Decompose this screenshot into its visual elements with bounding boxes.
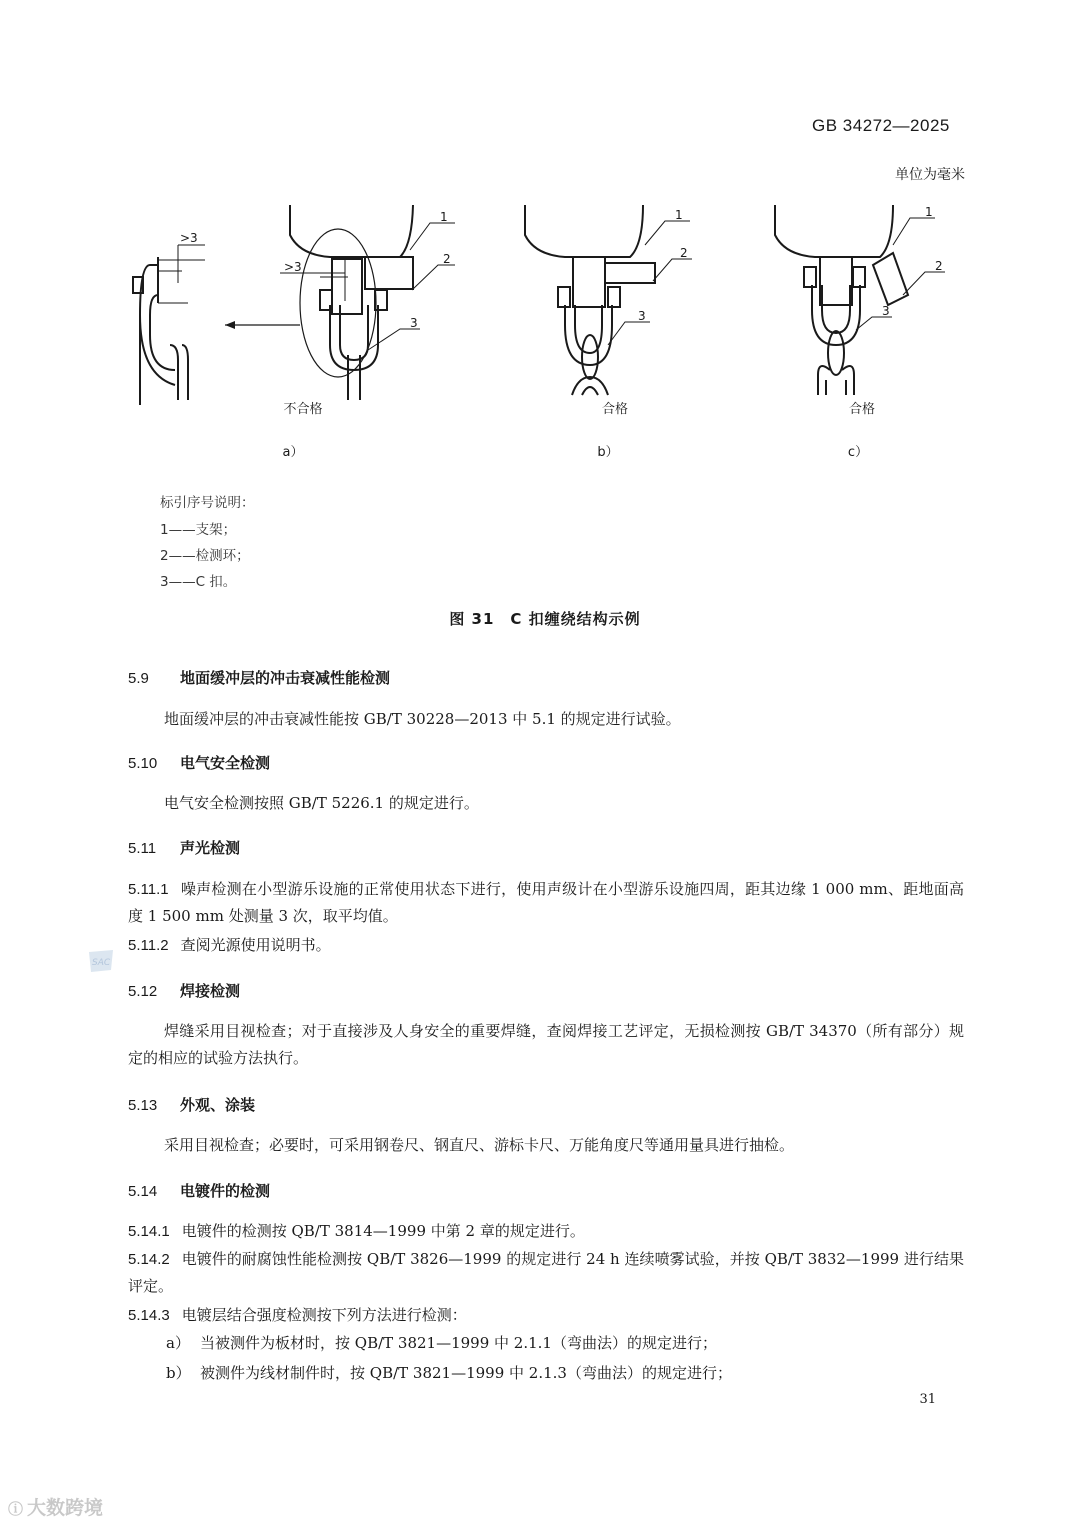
section-heading: 5.11 声光检测: [128, 839, 241, 857]
callout-2: 2: [443, 252, 451, 266]
paragraph: 5.14.3 电镀层结合强度检测按下列方法进行检测：: [128, 1306, 467, 1324]
figure-31-drawing: [0, 195, 1080, 465]
panel-label-b: b）: [597, 445, 619, 460]
section-heading: 5.13 外观、涂装: [128, 1096, 256, 1114]
paragraph: 电气安全检测按照 GB/T 5226.1 的规定进行。: [164, 794, 479, 812]
paragraph: 焊缝采用目视检查；对于直接涉及人身安全的重要焊缝，查阅焊接工艺评定，无损检测按 GB/T 34370（所有部分）规定的相应的试验方法执行。: [128, 1022, 964, 1067]
watermark: ⓘ 大数跨境: [8, 1497, 104, 1519]
unit-note: 单位为毫米: [895, 167, 965, 183]
sac-watermark-icon: [86, 948, 116, 974]
paragraph: 5.11.1 噪声检测在小型游乐设施的正常使用状态下进行，使用声级计在小型游乐设施四周，距其边缘 1 000 mm、距地面高度 1 500 mm 处测量 3 次，取平均值。: [128, 880, 964, 925]
legend-item: 1——支架；: [160, 522, 237, 538]
panel-b-drawing: [525, 205, 655, 395]
paragraph: 5.11.2 查阅光源使用说明书。: [128, 936, 331, 954]
callout-3: 3: [638, 309, 646, 323]
panel-a-detail: [133, 245, 205, 405]
callout-1: 1: [925, 205, 933, 219]
callout-2: 2: [680, 246, 688, 260]
section-heading: 5.14 电镀件的检测: [128, 1182, 271, 1200]
panel-label-a: a）: [282, 445, 304, 460]
section-heading: 5.12 焊接检测: [128, 982, 241, 1000]
callout-1: 1: [440, 210, 448, 224]
verdict-a: 不合格: [283, 402, 323, 417]
panel-c-drawing: [775, 205, 908, 395]
figure-caption: 图 31 C 扣缠绕结构示例: [449, 610, 641, 628]
paragraph: 5.14.1 电镀件的检测按 QB/T 3814—1999 中第 2 章的规定进行。: [128, 1222, 585, 1240]
dim-label: >3: [284, 260, 302, 274]
section-heading: 5.10 电气安全检测: [128, 754, 271, 772]
paragraph: 地面缓冲层的冲击衰减性能按 GB/T 30228—2013 中 5.1 的规定进行试验。: [164, 710, 681, 728]
paragraph: 采用目视检查；必要时，可采用钢卷尺、钢直尺、游标卡尺、万能角度尺等通用量具进行抽检。: [164, 1136, 795, 1154]
section-heading: 5.9 地面缓冲层的冲击衰减性能检测: [128, 669, 391, 687]
dim-label: >3: [180, 231, 198, 245]
callout-2: 2: [935, 259, 943, 273]
callout-1: 1: [675, 208, 683, 222]
panel-label-c: c）: [847, 445, 869, 460]
paragraph: 5.14.2 电镀件的耐腐蚀性能检测按 QB/T 3826—1999 的规定进行 24 h 连续喷雾试验，并按 QB/T 3832—1999 进行结果评定。: [128, 1250, 964, 1295]
legend-item: 3——C 扣。: [160, 574, 237, 590]
list-item: b） 被测件为线材制件时，按 QB/T 3821—1999 中 2.1.3（弯曲法）的规定进行；: [166, 1364, 732, 1382]
svg-text:SAC: SAC: [92, 958, 111, 968]
verdict-c: 合格: [848, 402, 876, 417]
callout-leaders: [368, 218, 945, 350]
list-item: a） 当被测件为板材时，按 QB/T 3821—1999 中 2.1.1（弯曲法）的规定进行；: [166, 1334, 717, 1352]
verdict-b: 合格: [601, 402, 629, 417]
callout-3: 3: [882, 304, 890, 318]
panel-a-main: [280, 205, 413, 400]
page-number: 31: [919, 1392, 936, 1407]
callout-3: 3: [410, 316, 418, 330]
watermark-icon: ⓘ: [8, 1500, 24, 1518]
legend-title: 标引序号说明：: [160, 495, 255, 511]
legend-item: 2——检测环；: [160, 548, 250, 564]
standard-number: GB 34272—2025: [812, 116, 950, 135]
